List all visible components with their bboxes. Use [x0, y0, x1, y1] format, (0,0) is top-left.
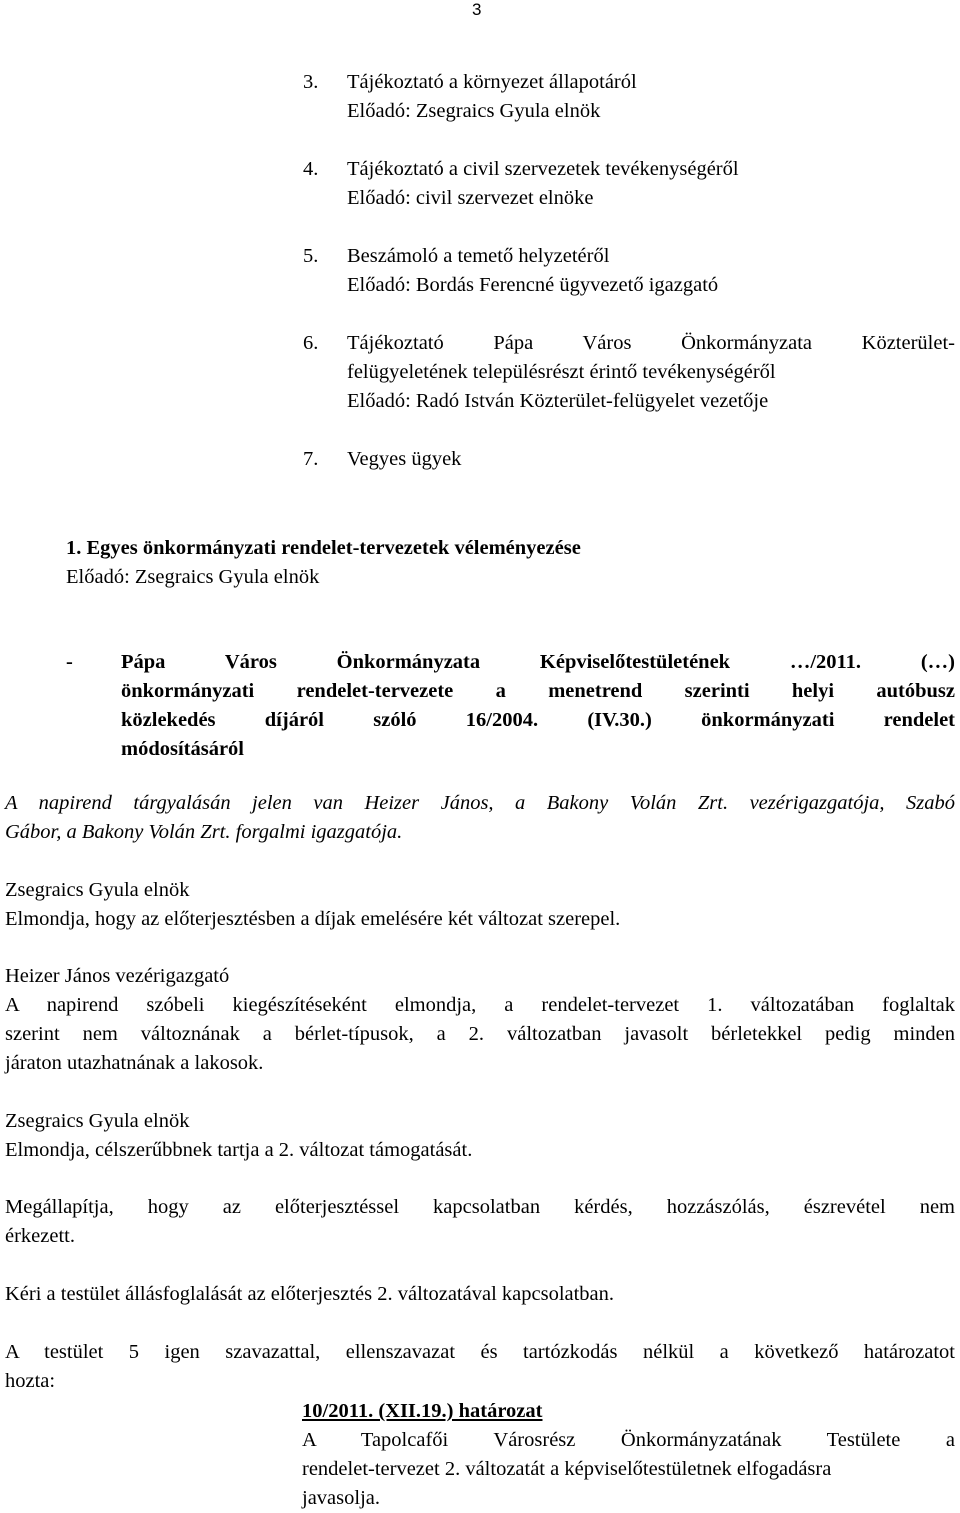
- agenda-title-cont: felügyeletének településrészt érintő tevékenységéről: [347, 361, 776, 383]
- speaker-name: Zsegraics Gyula elnök: [5, 879, 190, 901]
- vote-paragraph: A testület 5 igen szavazattal, ellenszavazat és tartózkodás nélkül a következő határozatot: [5, 1341, 955, 1363]
- page-number: 3: [472, 0, 482, 19]
- agenda-item-4: 4. Tájékoztató a civil szervezetek tevékenységéről: [303, 158, 739, 180]
- section-presenter: Előadó: Zsegraics Gyula elnök: [66, 566, 320, 588]
- speaker-name: Heizer János vezérigazgató: [5, 965, 230, 987]
- agenda-item-6-num: 6.: [303, 332, 319, 354]
- resolution-text: javasolja.: [302, 1487, 380, 1509]
- item-title-line: módosításáról: [121, 738, 244, 760]
- item-title-line: közlekedés díjáról szóló 16/2004. (IV.30.) önkormányzati rendelet: [121, 709, 955, 731]
- agenda-title: Vegyes ügyek: [347, 448, 462, 470]
- agenda-presenter: Előadó: Bordás Ferencné ügyvezető igazgató: [347, 274, 719, 296]
- item-dash: -: [66, 651, 73, 673]
- resolution-text: rendelet-tervezet 2. változatát a képviselőtestületnek elfogadásra: [302, 1458, 832, 1480]
- speaker-statement: Elmondja, hogy az előterjesztésben a díjak emelésére két változat szerepel.: [5, 908, 621, 930]
- agenda-item-5: 5. Beszámoló a temető helyzetéről: [303, 245, 610, 267]
- resolution-text: A Tapolcafői Városrész Önkormányzatának Testülete a: [302, 1429, 955, 1451]
- speaker-statement: szerint nem változnának a bérlet-típusok, a 2. változatban javasolt bérletekkel pedig minden: [5, 1023, 955, 1045]
- agenda-title: Tájékoztató a környezet állapotáról: [347, 71, 637, 93]
- finding-paragraph: Megállapítja, hogy az előterjesztéssel kapcsolatban kérdés, hozzászólás, észrevétel nem: [5, 1196, 955, 1218]
- attendance-note-cont: Gábor, a Bakony Volán Zrt. forgalmi igazgatója.: [5, 821, 403, 843]
- agenda-presenter: Előadó: Radó István Közterület-felügyelet vezetője: [347, 390, 769, 412]
- item-title-line: Pápa Város Önkormányzata Képviselőtestületének …/2011. (…): [121, 651, 955, 673]
- request-paragraph: Kéri a testület állásfoglalását az előterjesztés 2. változatával kapcsolatban.: [5, 1283, 615, 1305]
- agenda-item-7: 7. Vegyes ügyek: [303, 448, 462, 470]
- speaker-statement: Elmondja, célszerűbbnek tartja a 2. változat támogatását.: [5, 1139, 473, 1161]
- agenda-item-3: 3. Tájékoztató a környezet állapotáról: [303, 71, 637, 93]
- section-heading: 1. Egyes önkormányzati rendelet-tervezetek véleményezése: [66, 537, 581, 559]
- vote-paragraph: hozta:: [5, 1370, 56, 1392]
- agenda-presenter: Előadó: Zsegraics Gyula elnök: [347, 100, 601, 122]
- resolution-title: 10/2011. (XII.19.) határozat: [302, 1400, 543, 1422]
- item-title-line: önkormányzati rendelet-tervezete a menetrend szerinti helyi autóbusz: [121, 680, 955, 702]
- agenda-title: Tájékoztató a civil szervezetek tevékenységéről: [347, 158, 739, 180]
- speaker-name: Zsegraics Gyula elnök: [5, 1110, 190, 1132]
- attendance-note: A napirend tárgyalásán jelen van Heizer János, a Bakony Volán Zrt. vezérigazgatója, Szabó: [5, 792, 955, 814]
- finding-paragraph: érkezett.: [5, 1225, 75, 1247]
- agenda-title: Beszámoló a temető helyzetéről: [347, 245, 610, 267]
- agenda-title: Tájékoztató Pápa Város Önkormányzata Közterület-: [347, 332, 955, 354]
- speaker-statement: A napirend szóbeli kiegészítéseként elmondja, a rendelet-tervezet 1. változatában foglaltak: [5, 994, 955, 1016]
- agenda-presenter: Előadó: civil szervezet elnöke: [347, 187, 594, 209]
- speaker-statement: járaton utazhatnának a lakosok.: [5, 1052, 264, 1074]
